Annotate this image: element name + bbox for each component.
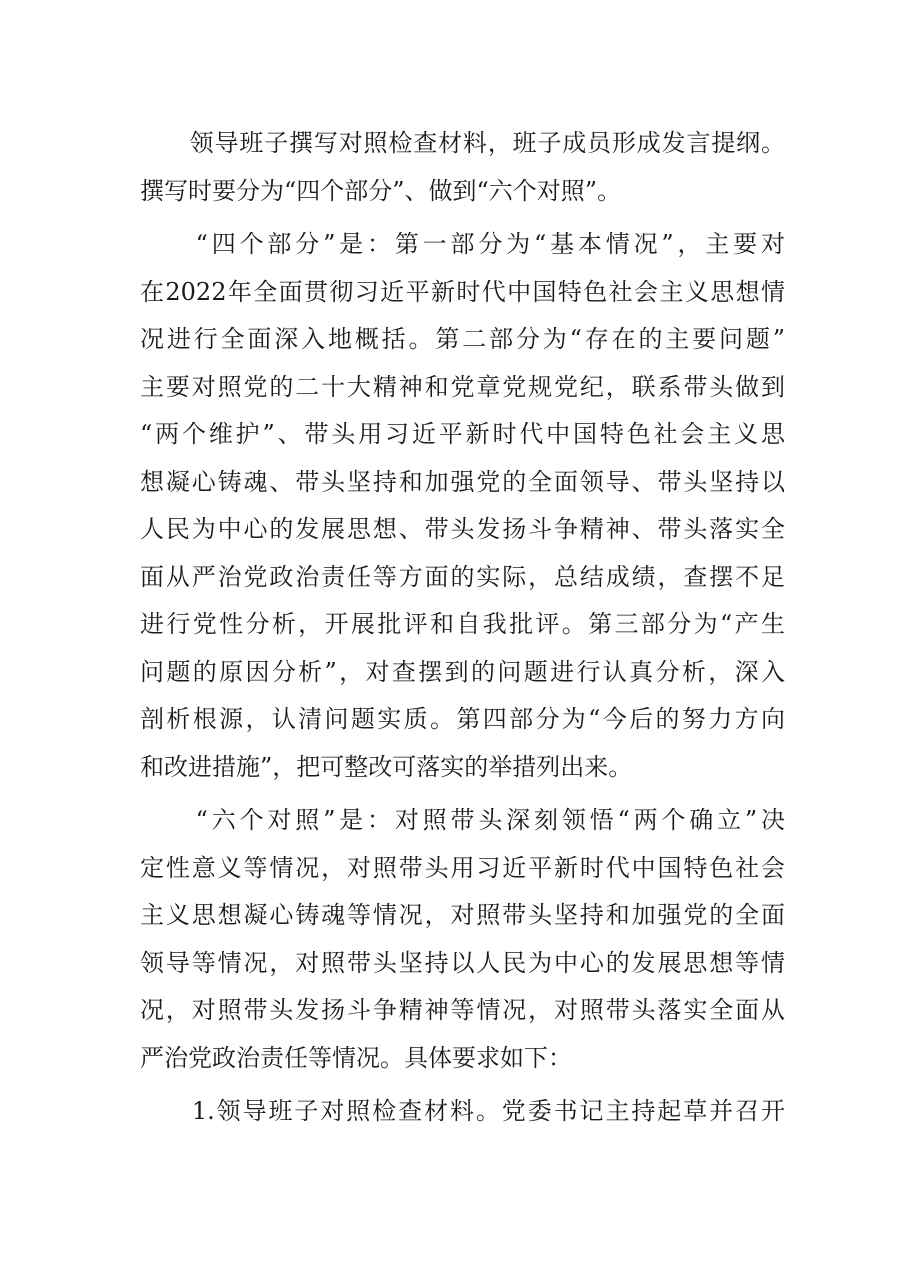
- paragraph-2-line-7: 人民为中心的发展思想、带头发扬斗争精神、带头落实全: [140, 515, 785, 543]
- paragraph-3-line-5: 况，对照带头发扬斗争精神等情况，对照带头落实全面从: [140, 996, 785, 1024]
- paragraph-2-line-9: 进行党性分析，开展批评和自我批评。第三部分为“产生: [140, 610, 785, 638]
- paragraph-2-line-11: 剖析根源，认清问题实质。第四部分为“今后的努力方向: [140, 705, 785, 733]
- paragraph-2-line-8: 面从严治党政治责任等方面的实际，总结成绩，查摆不足: [140, 562, 785, 591]
- paragraph-2-line-12: 和改进措施”，把可整改可落实的举措列出来。: [140, 752, 633, 781]
- paragraph-4-line-1: 1.领导班子对照检查材料。党委书记主持起草并召开: [140, 1097, 785, 1125]
- paragraph-1-line-1: 领导班子撰写对照检查材料，班子成员形成发言提纲。: [140, 129, 785, 157]
- document-body: [140, 120, 785, 1136]
- paragraph-2-line-3: 况进行全面深入地概括。第二部分为“存在的主要问题”: [140, 325, 785, 353]
- paragraph-3-line-3: 主义思想凝心铸魂等情况，对照带头坚持和加强党的全面: [140, 901, 785, 929]
- paragraph-3-line-4: 领导等情况，对照带头坚持以人民为中心的发展思想等情: [140, 948, 785, 977]
- paragraph-2-line-1: “四个部分”是：第一部分为“基本情况”，主要对: [140, 230, 785, 258]
- paragraph-2-line-10: 问题的原因分析”，对查摆到的问题进行认真分析，深入: [140, 657, 785, 686]
- paragraph-3-line-1: “六个对照”是：对照带头深刻领悟“两个确立”决: [140, 806, 785, 834]
- paragraph-2-line-6: 想凝心铸魂、带头坚持和加强党的全面领导、带头坚持以: [140, 467, 785, 496]
- paragraph-2-line-4: 主要对照党的二十大精神和党章党规党纪，联系带头做到: [140, 372, 785, 401]
- paragraph-2-line-2: 在2022年全面贯彻习近平新时代中国特色社会主义思想情: [140, 277, 785, 306]
- paragraph-3-line-2: 定性意义等情况，对照带头用习近平新时代中国特色社会: [140, 853, 785, 882]
- paragraph-2-line-5: “两个维护”、带头用习近平新时代中国特色社会主义思: [140, 420, 785, 448]
- paragraph-1-line-2: 撰写时要分为“四个部分”、做到“六个对照”。: [140, 176, 622, 205]
- paragraph-3-line-6: 严治党政治责任等情况。具体要求如下：: [140, 1043, 572, 1072]
